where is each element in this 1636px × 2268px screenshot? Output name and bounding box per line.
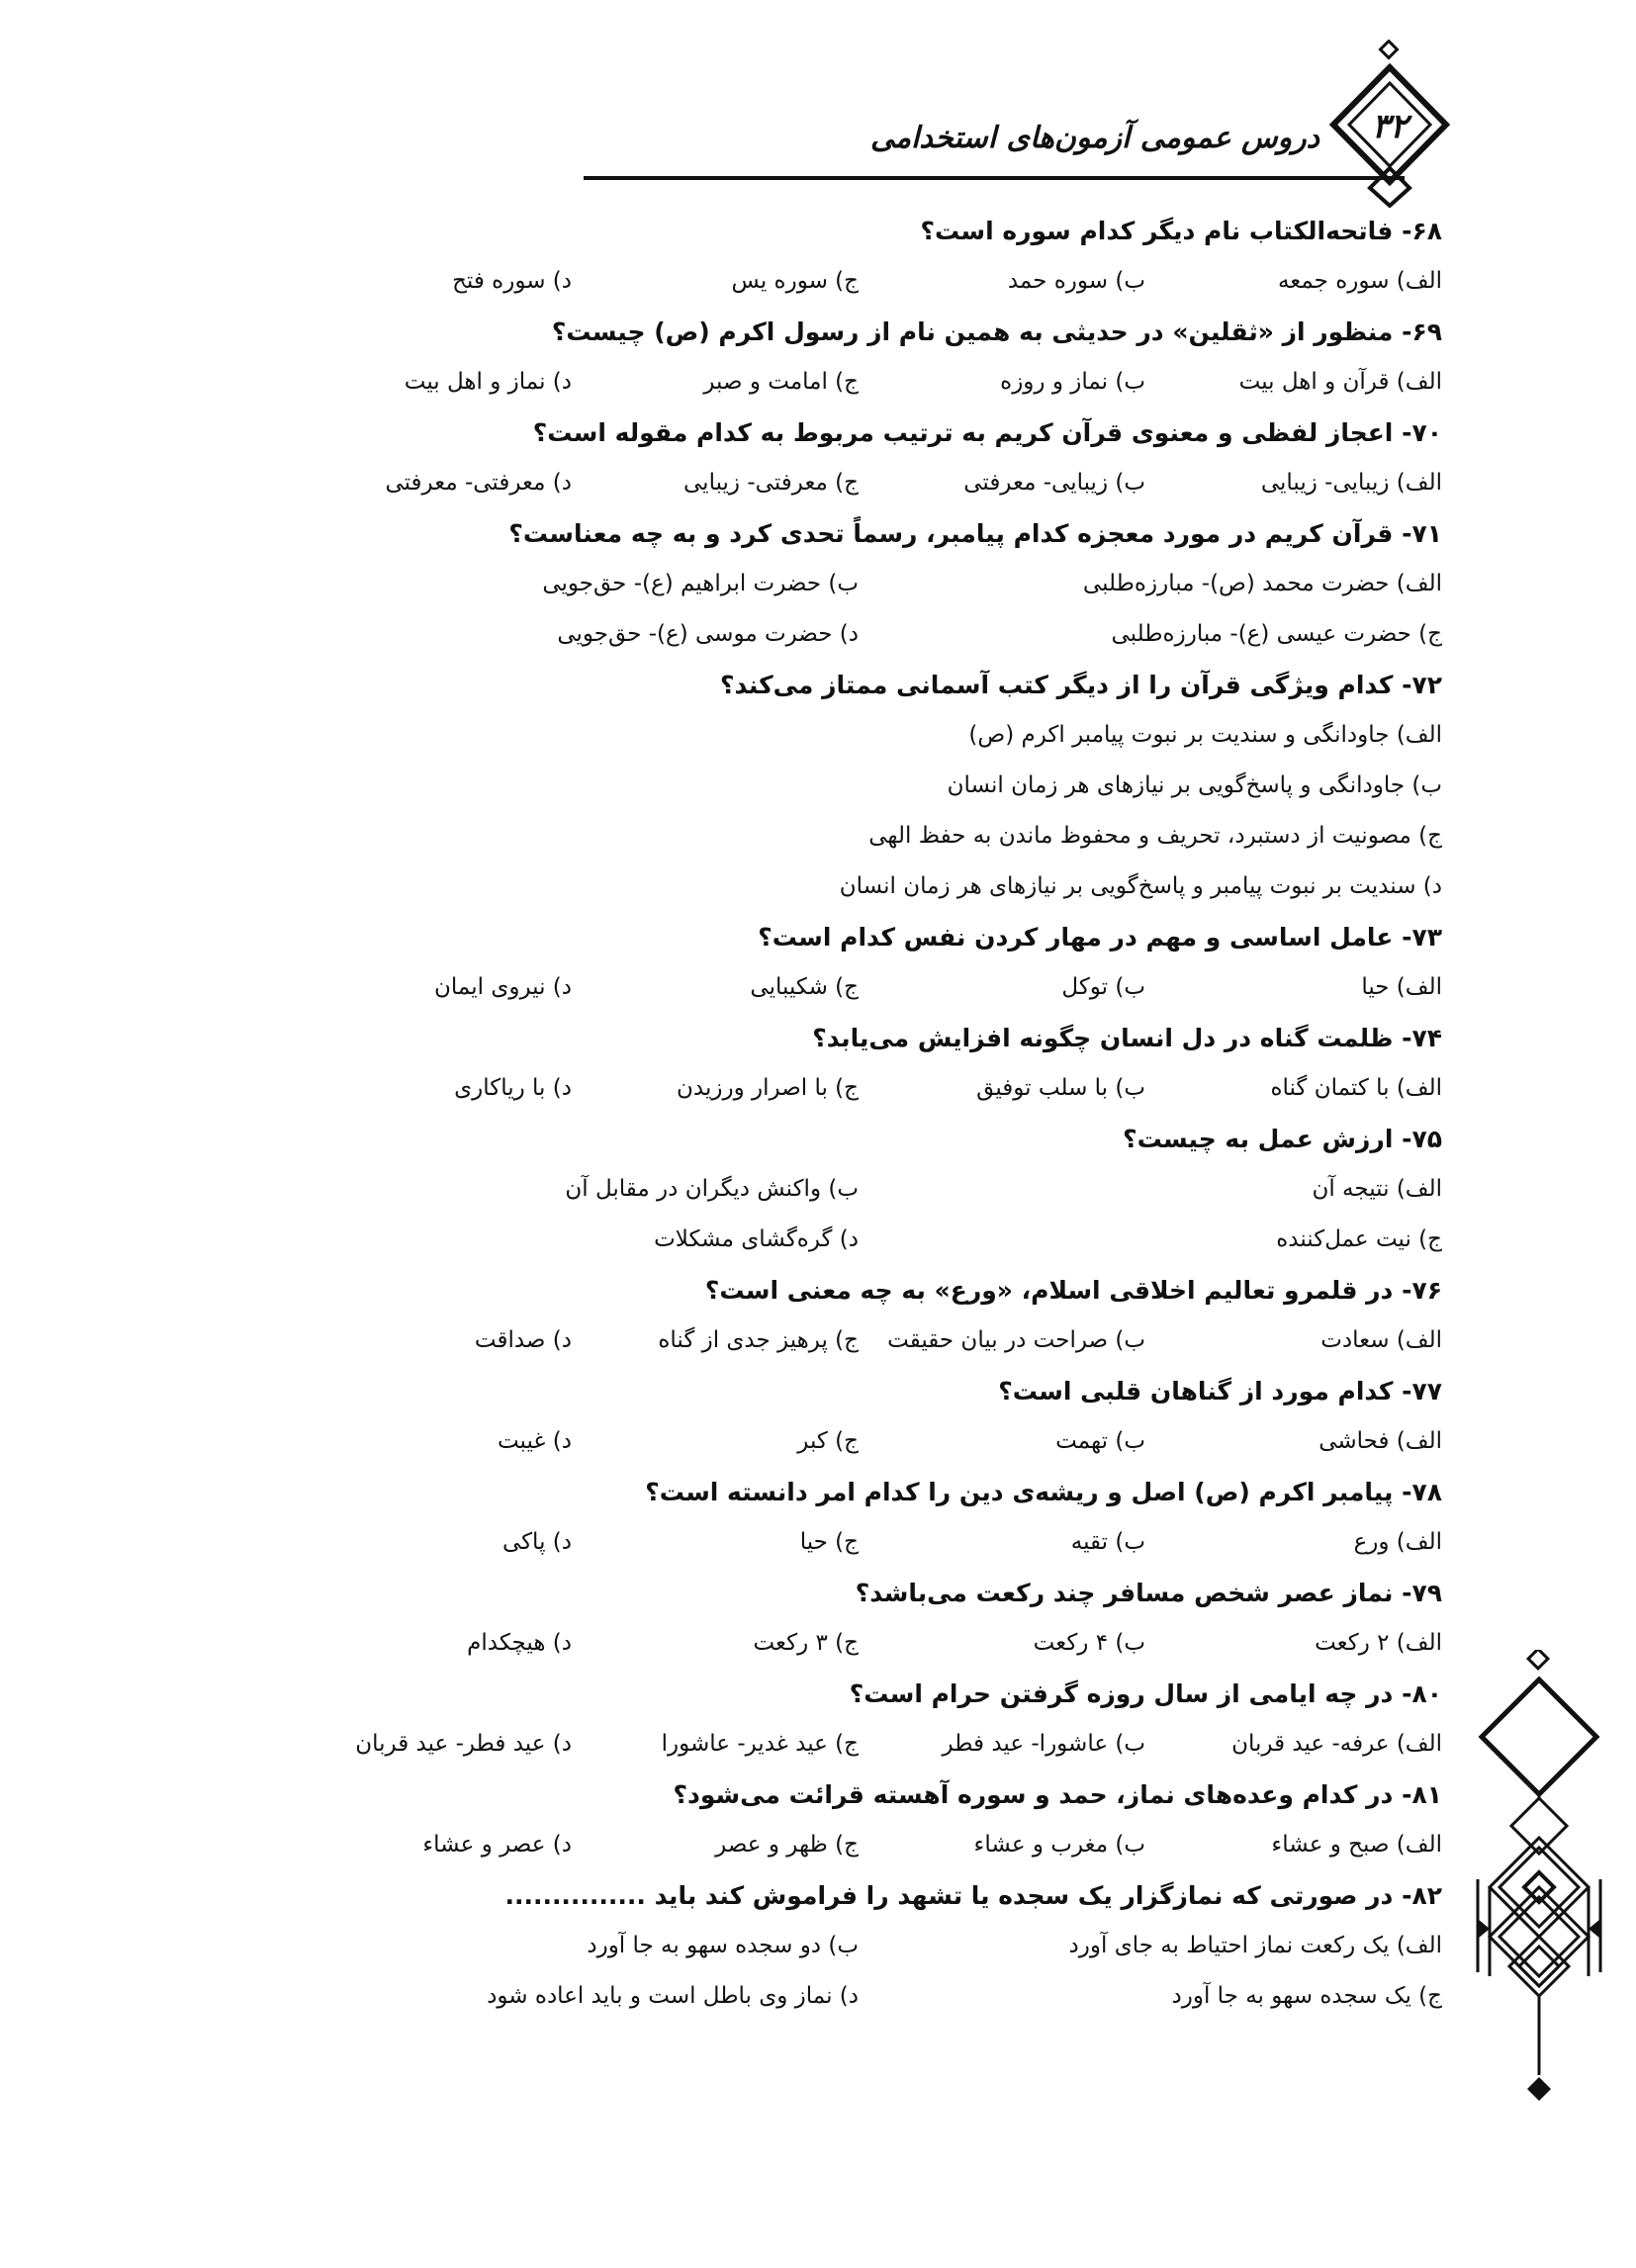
answer-option: ب) سوره حمد [1007,268,1145,294]
answer-option: ج) شکیبایی [750,974,859,1000]
answer-option: ب) با سلب توفیق [976,1075,1145,1101]
question-title: ۷۲- کدام ویژگی قرآن را از دیگر کتب آسمانی ممتاز می‌کند؟ [719,671,1442,699]
header-title: دروس عمومی آزمون‌های استخدامی [869,121,1319,155]
options-row [305,1215,1442,1265]
options-row [305,458,1442,508]
side-ornament-icon [1470,1650,1608,2115]
question-title: ۷۹- نماز عصر شخص مسافر چند رکعت می‌باشد؟ [855,1579,1442,1607]
answer-option: ب) مغرب و عشاء [973,1832,1145,1858]
question-title: ۷۰- اعجاز لفظی و معنوی قرآن کریم به ترتیب مربوط به کدام مقوله است؟ [532,418,1442,447]
answer-option: ج) حیا [799,1529,859,1555]
questions-list [305,206,1442,2022]
question-title: ۷۳- عامل اساسی و مهم در مهار کردن نفس کدام است؟ [758,923,1442,952]
answer-option: الف) حیا [1361,974,1442,1000]
answer-option: ج) معرفتی- زیبایی [683,470,859,496]
options-row [305,1820,1442,1870]
question-block [305,1013,1442,1114]
question-block [305,1114,1442,1265]
question-title: ۷۷- کدام مورد از گناهان قلبی است؟ [998,1377,1442,1406]
question-title: ۷۵- ارزش عمل به چیست؟ [1123,1125,1442,1153]
question-block [305,1769,1442,1870]
answer-option: الف) فحاشی [1318,1428,1442,1454]
answer-option: ج) سوره یس [731,268,859,294]
options-row [305,609,1442,660]
question-block [305,206,1442,307]
options-row [305,1719,1442,1769]
options-row [305,1971,1442,2022]
answer-option: ج) حضرت عیسی (ع)- مبارزه‌طلبی [1111,621,1442,647]
question-title: ۷۶- در قلمرو تعالیم اخلاقی اسلام، «ورع» به چه معنی است؟ [704,1276,1442,1305]
answer-option: الف) با کتمان گناه [1270,1075,1442,1101]
answer-option: ج) یک سجده سهو به جا آورد [1171,1983,1442,2009]
answer-option: ج) مصونیت از دستبرد، تحریف و محفوظ ماندن به حفظ الهی [868,823,1442,849]
options-row [305,1416,1442,1467]
options-row [305,1618,1442,1669]
answer-option: د) پاکی [501,1529,572,1555]
answer-option: د) صداقت [474,1327,572,1353]
options-row [305,559,1442,609]
question-title: ۶۹- منظور از «ثقلین» در حدیثی به همین نام از رسول اکرم (ص) چیست؟ [551,318,1442,346]
page-number: ۳۲ [1371,107,1409,146]
question-block [305,660,1442,912]
answer-option: الف) سعادت [1320,1327,1442,1353]
question-block [305,1467,1442,1568]
question-block [305,307,1442,408]
question-block [305,1669,1442,1769]
answer-option: ب) حضرت ابراهیم (ع)- حق‌جویی [542,571,859,596]
answer-option: ب) دو سجده سهو به جا آورد [587,1933,859,1958]
answer-option: ب) نماز و روزه [1000,369,1145,395]
answer-option: ب) واکنش دیگران در مقابل آن [565,1176,859,1202]
options-row [305,256,1442,307]
answer-option: ب) صراحت در بیان حقیقت [887,1327,1145,1353]
question-title: ۷۸- پیامبر اکرم (ص) اصل و ریشه‌ی دین را کدام امر دانسته است؟ [645,1478,1442,1506]
answer-option: د) سندیت بر نبوت پیامبر و پاسخ‌گویی بر نیازهای هر زمان انسان [839,873,1442,899]
answer-option: د) نماز وی باطل است و باید اعاده شود [487,1983,859,2009]
answer-option: الف) زیبایی- زیبایی [1260,470,1442,496]
question-block [305,508,1442,660]
answer-option: الف) ورع [1353,1529,1442,1555]
question-title: ۸۱- در کدام وعده‌های نماز، حمد و سوره آهسته قرائت می‌شود؟ [673,1780,1442,1809]
answer-option: الف) صبح و عشاء [1271,1832,1442,1858]
answer-option: د) عصر و عشاء [422,1832,572,1858]
question-block [305,408,1442,508]
answer-option: ب) توکل [1061,974,1145,1000]
options-row [305,357,1442,408]
question-title: ۷۴- ظلمت گناه در دل انسان چگونه افزایش می‌یابد؟ [812,1024,1442,1052]
answer-option: د) معرفتی- معرفتی [385,470,572,496]
answer-option: الف) حضرت محمد (ص)- مبارزه‌طلبی [1082,571,1442,596]
answer-option: د) غیبت [497,1428,572,1454]
question-block [305,1366,1442,1467]
answer-option: ج) کبر [797,1428,859,1454]
answer-option: د) حضرت موسی (ع)- حق‌جویی [557,621,859,647]
answer-option: ج) عید غدیر- عاشورا [661,1731,859,1757]
answer-option: ج) ۳ رکعت [753,1630,859,1656]
options-row [305,962,1442,1013]
answer-option: الف) نتیجه آن [1312,1176,1442,1202]
question-block [305,1568,1442,1669]
answer-option: د) هیچکدام [467,1630,572,1656]
question-block [305,1265,1442,1366]
answer-option: الف) سوره جمعه [1277,268,1442,294]
answer-option: ب) تهمت [1055,1428,1145,1454]
answer-option: الف) جاودانگی و سندیت بر نبوت پیامبر اکرم (ص) [968,722,1442,748]
answer-option: الف) قرآن و اهل بیت [1238,369,1442,395]
answer-option: ب) جاودانگی و پاسخ‌گویی بر نیازهای هر زمان انسان [947,772,1442,798]
question-title: ۸۰- در چه ایامی از سال روزه گرفتن حرام است؟ [849,1679,1442,1708]
header-rule [584,176,1405,180]
question-block [305,1870,1442,2022]
options-row [305,1315,1442,1366]
question-title: ۸۲- در صورتی که نمازگزار یک سجده یا تشهد را فراموش کند باید ............... [504,1881,1442,1910]
answer-option: د) با ریاکاری [454,1075,572,1101]
answer-option: الف) عرفه- عید قربان [1231,1731,1442,1757]
answer-option: ج) پرهیز جدی از گناه [658,1327,859,1353]
answer-option: ب) تقیه [1070,1529,1145,1555]
answer-option: د) سوره فتح [452,268,572,294]
options-row [305,1517,1442,1568]
options-row [305,1921,1442,1971]
answer-option: ب) ۴ رکعت [1033,1630,1145,1656]
answer-option: ج) نیت عمل‌کننده [1276,1226,1442,1252]
question-title: ۶۸- فاتحه‌الکتاب نام دیگر کدام سوره است؟ [920,217,1442,245]
answer-option: ج) با اصرار ورزیدن [677,1075,859,1101]
answer-option: د) عید فطر- عید قربان [355,1731,572,1757]
answer-option: الف) ۲ رکعت [1315,1630,1442,1656]
answer-option: الف) یک رکعت نماز احتیاط به جای آورد [1068,1933,1442,1958]
answer-option: ج) ظهر و عصر [715,1832,859,1858]
options-row [305,1164,1442,1215]
answer-option: د) نیروی ایمان [434,974,572,1000]
answer-option: ب) عاشورا- عید فطر [942,1731,1145,1757]
options-row [305,1063,1442,1114]
answer-option: د) گره‌گشای مشکلات [654,1226,859,1252]
question-block [305,912,1442,1013]
answer-option: ج) امامت و صبر [703,369,859,395]
answer-option: ب) زیبایی- معرفتی [963,470,1145,496]
question-title: ۷۱- قرآن کریم در مورد معجزه کدام پیامبر، رسماً تحدی کرد و به چه معناست؟ [508,519,1442,548]
answer-option: د) نماز و اهل بیت [404,369,572,395]
